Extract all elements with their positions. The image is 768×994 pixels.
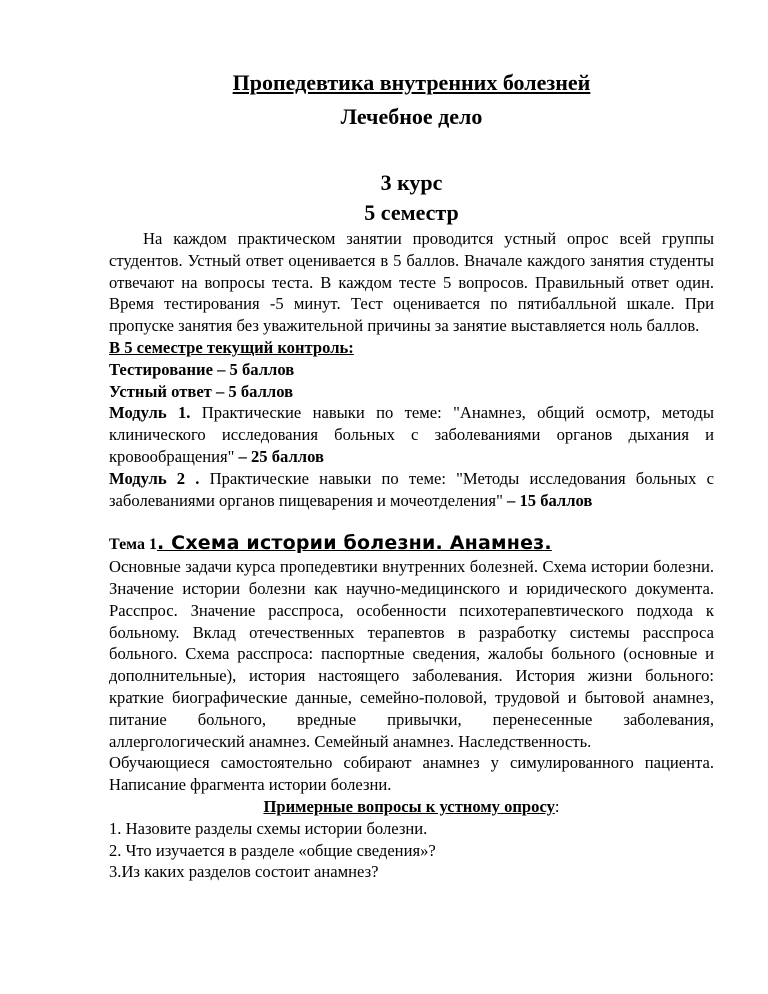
testing-line: Тестирование – 5 баллов xyxy=(109,359,295,379)
module2-points: – 15 баллов xyxy=(507,490,593,510)
document-subtitle: Лечебное дело xyxy=(340,104,483,129)
list-item: 1. Назовите разделы схемы истории болезни. xyxy=(109,818,428,838)
module1-text: Практические навыки по теме: "Анамнез, общий осмотр, методы клинического исследования больных с заболеваниями органов дыхания и кровообращения" xyxy=(109,403,715,466)
intro-paragraph: На каждом практическом занятии проводится устный опрос всей группы студентов. Устный ответ оценивается в 5 баллов. Вначале каждого занятия студенты отвечают на вопросы теста. В каждом тесте 5 вопросов. Правильный ответ один. Время тестирования -5 минут. Тест оценивается по пятибалльной шкале. При пропуске занятия без уважительной причины за занятие выставляется ноль баллов. xyxy=(109,229,714,336)
list-item: 3.Из каких разделов состоит анамнез? xyxy=(109,862,379,882)
document-page xyxy=(109,66,714,883)
module1-points: – 25 баллов xyxy=(238,446,324,466)
module2-label: Модуль 2 . xyxy=(109,468,200,488)
topic-heading: Тема 1. Схема истории болезни. Анамнез. xyxy=(109,532,552,555)
document-title: Пропедевтика внутренних болезней xyxy=(232,70,591,95)
control-heading: В 5 семестре текущий контроль: xyxy=(109,337,354,357)
module2-text: Практические навыки по теме: "Методы исследования больных с заболеваниями органов пищеварения и мочеотделения" xyxy=(109,468,714,510)
module1-label: Модуль 1. xyxy=(109,403,191,423)
semester-label: 5 семестр xyxy=(364,200,459,225)
module2-paragraph xyxy=(109,468,714,512)
list-item: 2. Что изучается в разделе «общие сведения»? xyxy=(109,840,436,860)
topic-title: . Схема истории болезни. Анамнез xyxy=(156,532,545,555)
topic-label: Тема 1 xyxy=(109,536,157,554)
questions-heading: Примерные вопросы к устному опросу: xyxy=(263,796,560,816)
questions-list xyxy=(109,818,714,883)
course-label: 3 курс xyxy=(380,170,443,195)
topic-practice: Обучающиеся самостоятельно собирают анамнез у симулированного пациента. Написание фрагмента истории болезни. xyxy=(109,753,714,795)
module1-paragraph xyxy=(109,402,714,467)
topic-body: Основные задачи курса пропедевтики внутренних болезней. Схема истории болезни. Значение истории болезни как научно-медицинского и юридического документа. Расспрос. Значение расспроса, особенности психотерапевтического подхода к больному. Вклад отечественных терапевтов в разработку системы расспроса больного. Схема расспроса: паспортные сведения, жалобы больного (основные и дополнительные), история настоящего заболевания. История жизни больного: краткие биографические данные, семейно-половой, трудовой и бытовой анамнез, питание больного, вредные привычки, перенесенные заболевания, аллергологический анамнез. Семейный анамнез. Наследственность. xyxy=(109,557,714,751)
oral-line: Устный ответ – 5 баллов xyxy=(109,381,294,401)
